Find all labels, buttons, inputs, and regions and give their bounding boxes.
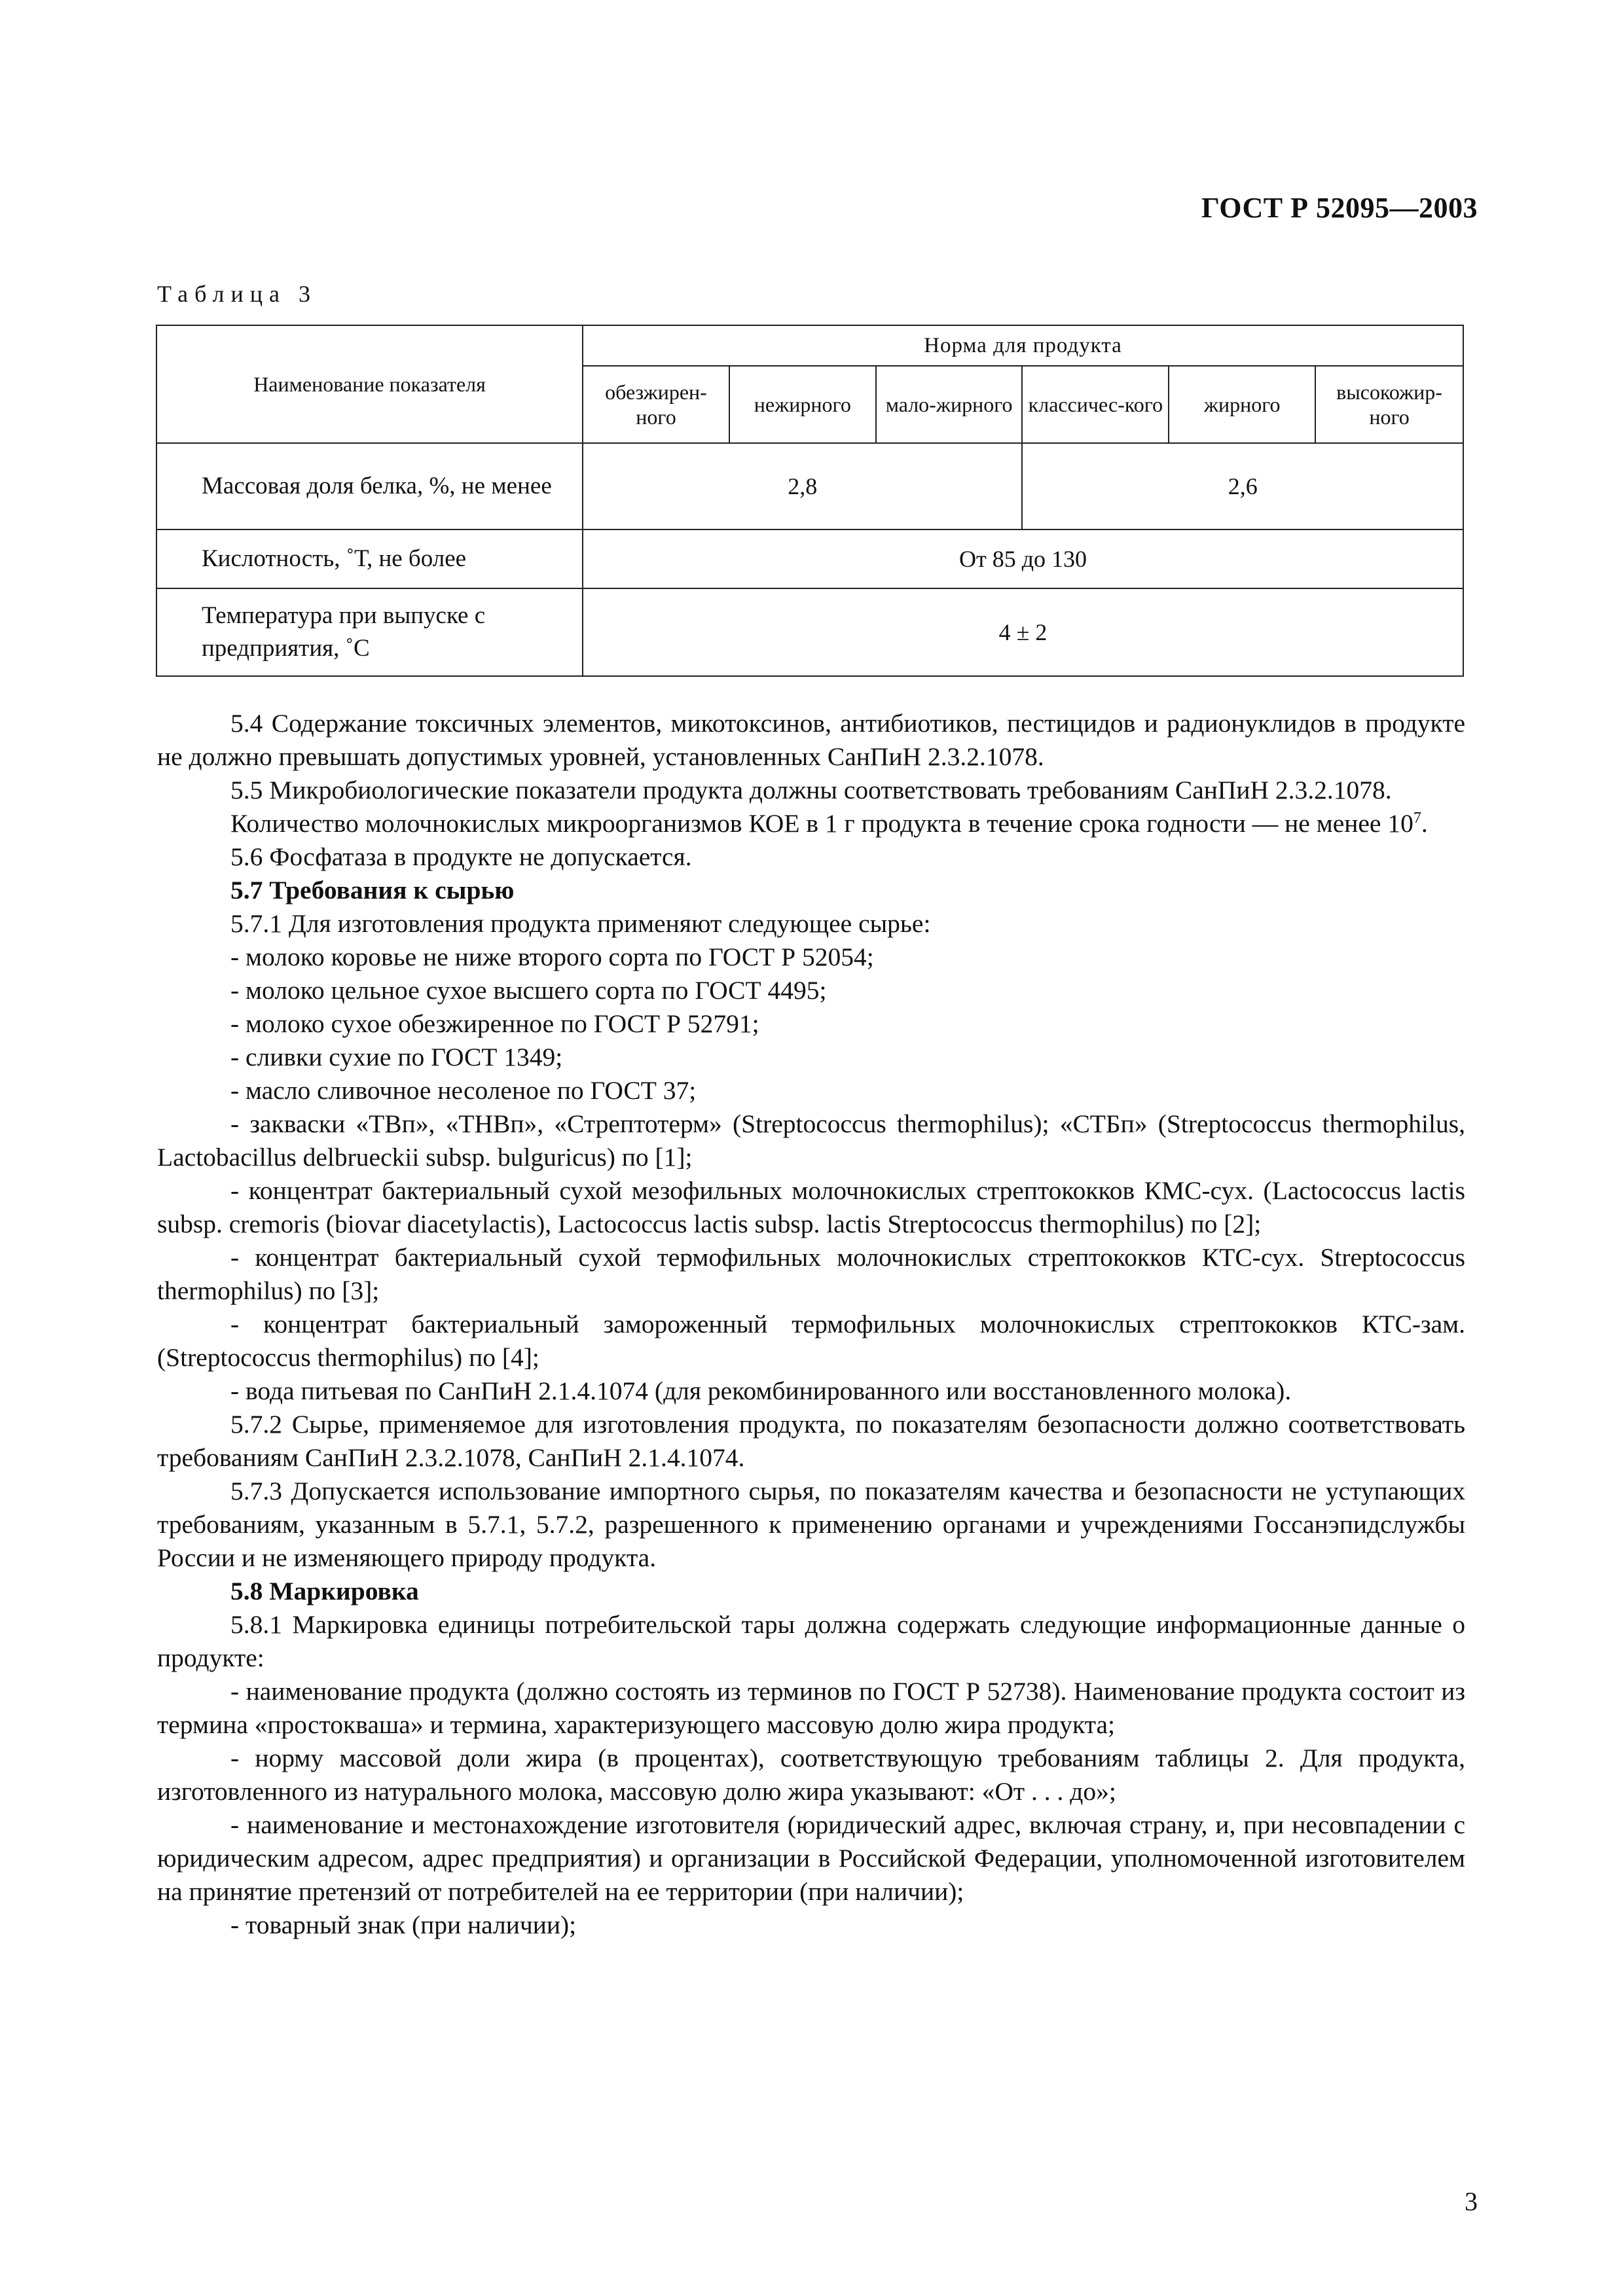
list-item: - масло сливочное несоленое по ГОСТ 37; <box>230 1076 697 1105</box>
list-item: - закваски «ТВп», «ТНВп», «Стрептотерм» (Streptococcus thermophilus); «СТБп» (Streptococcus thermophilus, Lactobacillus delbrueckii subsp. bulguricus) по [1]; <box>157 1109 1465 1172</box>
row-name-text: Кислотность, ˚Т, не более <box>202 545 467 572</box>
paragraph-text: Количество молочнокислых микроорганизмов КОЕ в 1 г продукта в течение срока годности — не менее 10 <box>230 809 1413 838</box>
row-name <box>156 588 583 676</box>
list-item: - товарный знак (при наличии); <box>230 1910 577 1939</box>
list-item: - молоко коровье не ниже второго сорта по ГОСТ Р 52054; <box>230 942 874 971</box>
row-value: 4 ± 2 <box>583 588 1463 676</box>
table-row <box>156 443 1463 529</box>
list-item: - наименование продукта (должно состоять из терминов по ГОСТ Р 52738). Наименование продукта состоит из термина «простокваша» и термина, характеризующего массовую долю жира продукта; <box>157 1677 1465 1739</box>
subheader-cell: мало-жирного <box>876 366 1023 443</box>
table-row <box>156 529 1463 588</box>
list-item: - вода питьевая по СанПиН 2.1.4.1074 (для рекомбинированного или восстановленного молока). <box>230 1376 1292 1405</box>
subheader-cell: высокожир-ного <box>1315 366 1463 443</box>
row-value: 2,6 <box>1022 443 1463 529</box>
list-item: - концентрат бактериальный сухой термофильных молочнокислых стрептококков КТС-сух. Streptococcus thermophilus) по [3]; <box>157 1243 1465 1305</box>
paragraph: 5.7.1 Для изготовления продукта применяют следующее сырье: <box>230 909 931 938</box>
row-value: 2,8 <box>583 443 1022 529</box>
table-caption: Таблица 3 <box>157 281 317 307</box>
body-text <box>157 707 1465 1942</box>
subheader-cell: обезжирен-ного <box>583 366 729 443</box>
subheader-cell: жирного <box>1169 366 1315 443</box>
document-number: ГОСТ Р 52095—2003 <box>1201 192 1478 224</box>
list-item: - сливки сухие по ГОСТ 1349; <box>230 1043 563 1071</box>
list-item: - наименование и местонахождение изготовителя (юридический адрес, включая страну, и, при несовпадении с юридическим адресом, адрес предприятия) и организации в Российской Федерации, уполномоченной изготовителем на принятие претензий от потребителей на ее территории (при наличии); <box>157 1810 1465 1906</box>
row-name <box>156 529 583 588</box>
paragraph: 5.8.1 Маркировка единицы потребительской тары должна содержать следующие информационные данные о продукте: <box>157 1610 1465 1672</box>
row-value: От 85 до 130 <box>583 529 1463 588</box>
row-name-text: Температура при выпуске с предприятия, ˚С <box>202 602 486 662</box>
paragraph: 5.7.3 Допускается использование импортного сырья, по показателям качества и безопасности не уступающих требованиям, указанным в 5.7.1, 5.7.2, разрешенного к применению органами и учреждениями Госсанэпидслужбы России и не изменяющего природу продукта. <box>157 1477 1465 1572</box>
list-item: - концентрат бактериальный замороженный термофильных молочнокислых стрептококков КТС-зам. (Streptococcus thermophilus) по [4]; <box>157 1310 1465 1372</box>
table-header-row <box>156 325 1463 366</box>
list-item: - концентрат бактериальный сухой мезофильных молочнокислых стрептококков КМС-сух. (Lactococcus lactis subsp. cremoris (biovar diacetylactis), Lactococcus lactis subsp. lactis Streptococcus thermophilus) по [2]; <box>157 1176 1465 1238</box>
header-norm: Норма для продукта <box>583 325 1463 366</box>
table-row <box>156 588 1463 676</box>
row-name <box>156 443 583 529</box>
header-indicator-name: Наименование показателя <box>156 325 583 443</box>
paragraph: Количество молочнокислых микроорганизмов КОЕ в 1 г продукта в течение срока годности — не менее $10^7$. <box>230 809 1428 838</box>
paragraph: 5.5 Микробиологические показатели продукта должны соответствовать требованиям СанПиН 2.3.2.1078. <box>230 776 1392 804</box>
subheader-cell: классичес-кого <box>1022 366 1169 443</box>
paragraph: 5.4 Содержание токсичных элементов, микотоксинов, антибиотиков, пестицидов и радионуклидов в продукте не должно превышать допустимых уровней, установленных СанПиН 2.3.2.1078. <box>157 709 1465 771</box>
list-item: - молоко цельное сухое высшего сорта по ГОСТ 4495; <box>230 976 827 1005</box>
row-name-text: Массовая доля белка, %, не менее <box>202 473 552 499</box>
subheader-cell: нежирного <box>729 366 876 443</box>
exponent: 7 <box>1413 809 1421 827</box>
page-number: 3 <box>1465 2187 1478 2216</box>
section-heading: 5.8 Маркировка <box>230 1577 419 1605</box>
indicators-table <box>156 325 1464 677</box>
paragraph: 5.7.2 Сырье, применяемое для изготовления продукта, по показателям безопасности должно соответствовать требованиям СанПиН 2.3.2.1078, СанПиН 2.1.4.1074. <box>157 1410 1465 1472</box>
section-heading: 5.7 Требования к сырью <box>230 876 515 905</box>
list-item: - молоко сухое обезжиренное по ГОСТ Р 52791; <box>230 1009 759 1038</box>
list-item: - норму массовой доли жира (в процентах), соответствующую требованиям таблицы 2. Для продукта, изготовленного из натурального молока, массовую долю жира указывают: «От . . . до»; <box>157 1744 1465 1806</box>
paragraph: 5.6 Фосфатаза в продукте не допускается. <box>230 842 692 871</box>
